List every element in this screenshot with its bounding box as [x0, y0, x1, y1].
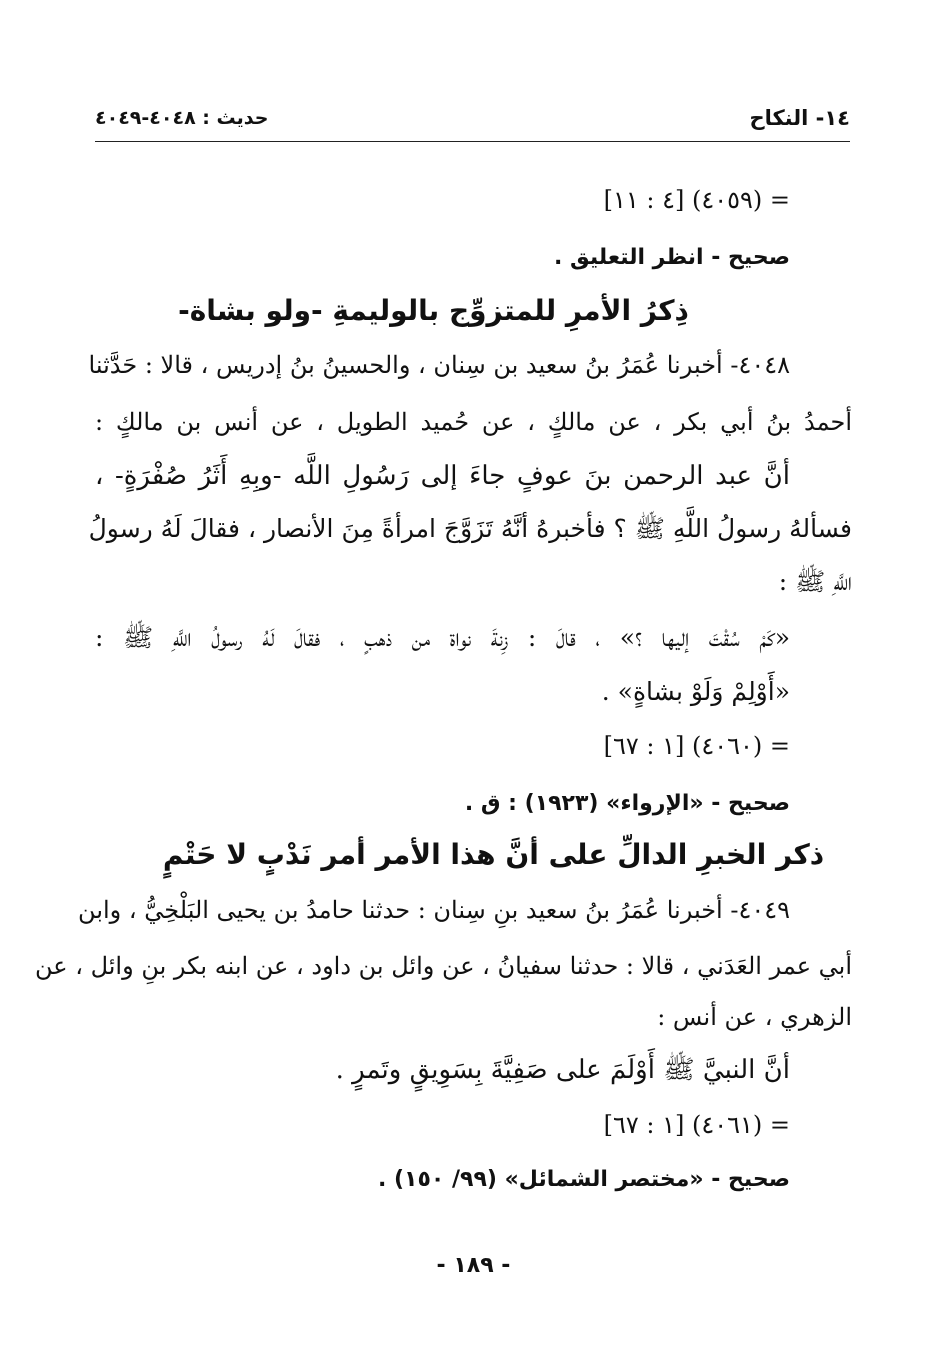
- section-heading: ذكر الخبرِ الدالِّ على أنَّ هذا الأمر أمر نَدْبٍ لا حَتْمٍ: [162, 838, 825, 871]
- hadith-4048-matn-2: فسألهُ رسولُ اللَّهِ ﷺ ؟ فأخبرهُ أنَّهُ تَزَوَّجَ امرأةً مِنَ الأنصار ، فقالَ لَهُ رسولُ: [88, 514, 852, 543]
- hadith-4048-isnad-2: أحمدُ بنُ أبي بكر ، عن مالكٍ ، عن حُميد الطويل ، عن أنس بن مالكٍ :: [95, 408, 852, 436]
- hadith-4048-matn-4: «كَمْ سُقْتَ إليها ؟» ، قالَ : زِنةَ نواة من ذهبٍ ، فقالَ لَهُ رسولُ اللَّهِ ﷺ :: [95, 623, 790, 652]
- page-number: - ١٨٩ -: [436, 1253, 511, 1278]
- grading-line: صحيح - «الإرواء» (١٩٢٣) : ق .: [464, 791, 790, 816]
- reference-line: = (٤٠٦١) [١ : ٦٧]: [603, 1111, 790, 1139]
- hadith-4048-matn-5: «أَوْلِمْ وَلَوْ بشاةٍ» .: [601, 677, 790, 706]
- header-rule: [95, 141, 850, 142]
- hadith-4049-isnad-2: أبي عمر العَدَني ، قالا : حدثنا سفيانُ ، عن وائل بن داود ، عن ابنه بكر بنِ وائل ، عن: [34, 952, 852, 980]
- hadith-4049-matn: أنَّ النبيَّ ﷺ أَوْلَمَ على صَفِيَّةَ بِسَوِيقٍ وتَمرٍ .: [335, 1055, 790, 1085]
- hadith-4048-matn-3: اللَّهِ ﷺ :: [778, 567, 852, 596]
- running-header: [95, 98, 850, 138]
- grading-line: صحيح - انظر التعليق .: [554, 245, 790, 270]
- hadith-4049-isnad-3: الزهري ، عن أنس :: [657, 1003, 852, 1031]
- hadith-4048-matn-1: أنَّ عبد الرحمن بنَ عوفٍ جاءَ إلى رَسُولِ اللَّه -وبِهِ أَثَرُ صُفْرَةٍ- ،: [95, 461, 790, 491]
- reference-line: = (٤٠٥٩) [٤ : ١١]: [603, 186, 790, 214]
- chapter-title: ١٤- النكاح: [749, 106, 850, 130]
- section-heading: ذِكرُ الأمرِ للمتزوِّج بالوليمةِ -ولو بشاة-: [178, 294, 689, 327]
- hadith-range: حديث : ٤٠٤٨-٤٠٤٩: [95, 107, 269, 129]
- reference-line: = (٤٠٦٠) [١ : ٦٧]: [603, 732, 790, 760]
- grading-line: صحيح - «مختصر الشمائل» (٩٩/ ١٥٠) .: [377, 1167, 790, 1192]
- hadith-4049-isnad-1: ٤٠٤٩- أخبرنا عُمَرُ بنُ سعيد بنِ سِنان : حدثنا حامدُ بن يحيى البَلْخِيُّ ، وابن: [78, 896, 790, 924]
- hadith-4048-isnad-1: ٤٠٤٨- أخبرنا عُمَرُ بنُ سعيد بن سِنان ، والحسينُ بنُ إدريس ، قالا : حَدَّثنا: [88, 351, 790, 379]
